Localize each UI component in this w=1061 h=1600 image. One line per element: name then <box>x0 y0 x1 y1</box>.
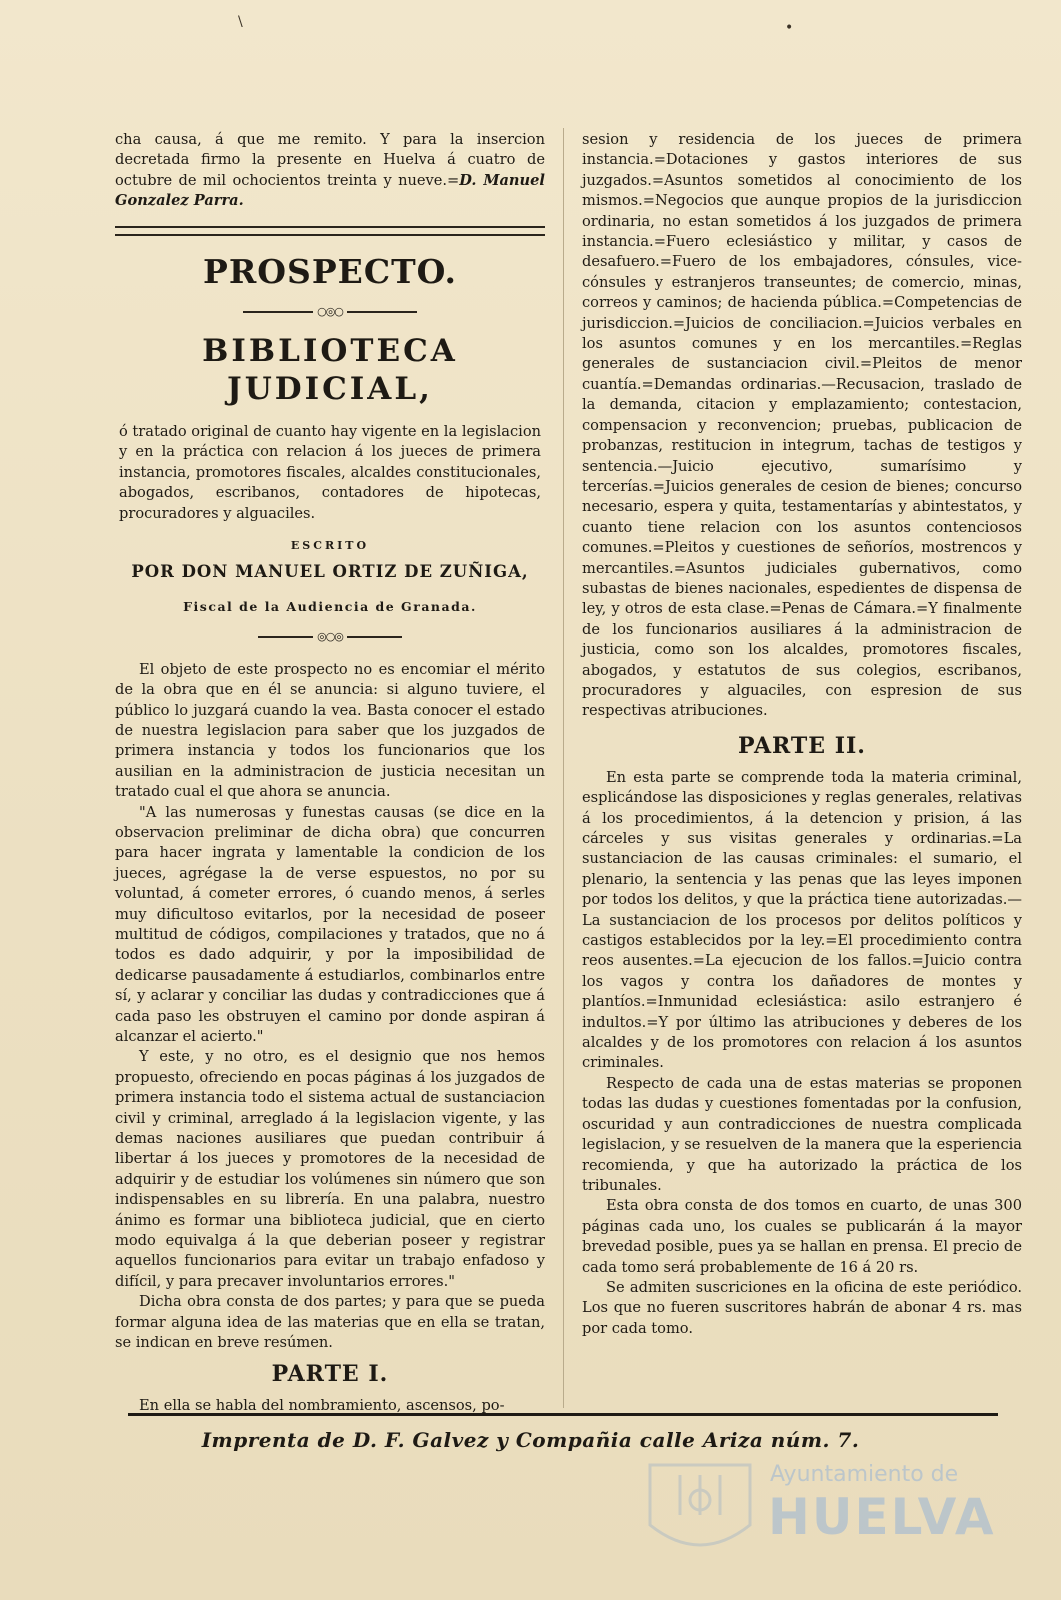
ornament-glyph: ○◎○ <box>317 304 343 318</box>
footer-rule <box>128 1413 998 1416</box>
paragraph: Y este, y no otro, es el designio que nos hemos propuesto, ofreciendo en pocas páginas á los juzgados de primera instancia todo el sistema actual de sustanciacion civil y criminal, arreglado á la legislacion vigente, y las demas naciones ausiliares que puedan contribuir á libertar á los jueces y promotores de la necesidad de adquirir y de estudiar los volúmenes sin número que son indispensables en su librería. En una palabra, nuestro ánimo es formar una biblioteca judicial, que en cierto modo equivalga á la que deberian poseer y registrar aquellos funcionarios para evitar un trabajo enfadoso y difícil, y para precaver involuntarios errores." <box>115 1048 545 1290</box>
page-blemish: • <box>785 20 794 36</box>
ornament-bar <box>347 311 417 313</box>
carryover-body: cha causa, á que me remito. Y para la insercion decretada firmo la presente en Huelva á cuatro de octubre de mil ochocientos treinta y nueve.= <box>115 131 545 189</box>
carryover-signature: D. Manuel Gonzalez Parra. <box>115 171 545 210</box>
ornament-divider <box>115 302 545 322</box>
ornament-bar <box>258 636 313 638</box>
escrito-label: ESCRITO <box>290 539 370 553</box>
paragraph: Esta obra consta de dos tomos en cuarto, de unas 300 páginas cada uno, los cuales se publicarán á la mayor brevedad posible, pues ya se hallan en prensa. El precio de cada tomo será probablemente de 16 á 20 rs. <box>582 1197 1022 1276</box>
author-title: Fiscal de la Audiencia de Granada. <box>183 598 477 614</box>
ornament-bar <box>243 311 313 313</box>
page-blemish: \ <box>238 14 243 30</box>
paragraph: Se admiten suscriciones en la oficina de este periódico. Los que no fueren suscritores habrán de abonar 4 rs. mas por cada tomo. <box>582 1278 1022 1337</box>
paragraph: Respecto de cada una de estas materias se proponen todas las dudas y cuestiones fomentadas por la confusion, oscuridad y aun contradicciones de nuestra complicada legislacion, y se resuelven de la manera que la esperiencia recomienda, y que ha autorizado la práctica de los tribunales. <box>582 1074 1022 1194</box>
author-line: POR DON MANUEL ORTIZ DE ZUÑIGA, <box>131 562 529 582</box>
ornament-bar <box>347 636 402 638</box>
carryover-text <box>115 130 545 212</box>
paragraph: El objeto de este prospecto no es encomiar el mérito de la obra que en él se anuncia: si alguno tuviere, el público lo juzgará cuando la vea. Basta conocer el estado de nuestra legislacion para saber que los juzgados de primera instancia y todos los funcionarios que los ausilian en la administracion de justicia necesitan un tratado cual el que ahora se anuncia. <box>115 660 545 801</box>
parte-1-start: En ella se habla del nombramiento, ascensos, po- <box>139 1396 505 1414</box>
paragraph: "A las numerosas y funestas causas (se dice en la observacion preliminar de dicha obra) que concurren para hacer ingrata y lamentable la condicion de los jueces, agrégase la de verse espuestos, no por su voluntad, á cometer errores, ó cuando menos, á serles muy dificultoso evitarlos, por la necesidad de poseer multitud de códigos, compilaciones y tratados, que no á todos es dado adquirir, y por la imposibilidad de dedicarse pausadamente á estudiarlos, combinarlos entre sí, y aclarar y conciliar las dudas y contradicciones que á cada paso les obstruyen el camino por donde aspiran á alcanzar el acierto." <box>115 803 545 1045</box>
ornament-glyph: ◎○◎ <box>317 630 343 644</box>
biblioteca-title: BIBLIOTECA JUDICIAL, <box>202 333 458 408</box>
double-rule <box>115 226 545 236</box>
imprenta-line: Imprenta de D. F. Galvez y Compañia calle Ariza núm. 7. <box>201 1428 860 1452</box>
column-divider <box>563 128 564 1408</box>
paragraph: Dicha obra consta de dos partes; y para que se pueda formar alguna idea de las materias que en ella se tratan, se indican en breve resúmen. <box>115 1293 545 1352</box>
watermark-line1: Ayuntamiento de <box>770 1462 959 1487</box>
paragraph: En esta parte se comprende toda la materia criminal, esplicándose las disposiciones y reglas generales, relativas á los procedimientos, á la detencion y prision, á las cárceles y sus visitas generales y ordinarias.=La sustanciacion de las causas criminales: el sumario, el plenario, la sentencia y las penas que las leyes imponen por todos los delitos, y que la práctica tiene autorizadas.—La sustanciacion de los procesos por delitos políticos y castigos establecidos por la ley.=El procedimiento contra reos ausentes.=La ejecucion de los fallos.=Juicio contra los vagos y contra los dañadores de montes y plantíos.=Inmunidad eclesiástica: asilo estranjero é indultos.=Y por último las atribuciones y deberes de los alcaldes y de los promotores con relacion á los asuntos criminales. <box>582 768 1022 1072</box>
right-column <box>582 130 1022 1339</box>
left-column <box>115 130 545 1416</box>
watermark-line2: HUELVA <box>768 1488 996 1546</box>
ornament-divider <box>115 627 545 647</box>
prospecto-title: PROSPECTO. <box>203 251 457 291</box>
parte-1-continued: sesion y residencia de los jueces de primera instancia.=Dotaciones y gastos interiores de sus juzgados.=Asuntos sometidos al conocimiento de los mismos.=Negocios que aunque propios de la jurisdiccion ordinaria, no estan sometidos á los juzgados de primera instancia.=Fuero eclesiástico y militar, y casos de desafuero.=Fuero de los embajadores, cónsules, vice-cónsules y estranjeros transeuntes; de comercio, minas, correos y caminos; de hacienda pública.=Competencias de jurisdiccion.=Juicios de conciliacion.=Juicios verbales en los asuntos comunes y en los mercantiles.=Reglas generales de sustanciacion civil.=Pleitos de menor cuantía.=Demandas ordinarias.—Recusacion, traslado de la demanda, citacion y emplazamiento; contestacion, compensacion y reconvencion; pruebas, publicacion de probanzas, restitucion in integrum, tachas de testigos y sentencia.—Juicio ejecutivo, sumarísimo y tercerías.=Juicios generales de cesion de bienes; concurso necesario, espera y quita, testamentarías y abintestatos, y cuanto tiene relacion con los asuntos contenciosos comunes.=Pleitos y cuestiones de señoríos, mostrencos y mercantiles.=Asuntos judiciales gubernativos, como subastas de bienes nacionales, espedientes de dispensa de ley, y otros de esta clase.=Penas de Cámara.=Y finalmente de los funcionarios ausiliares á la administracion de justicia, como son los alcaldes, promotores fiscales, abogados, y estatutos de sus colegios, escribanos, procuradores y alguaciles, con espresion de sus respectivas atribuciones. <box>582 131 1022 720</box>
parte-1-title: PARTE I. <box>271 1360 389 1387</box>
parte-2-title: PARTE II. <box>738 732 866 759</box>
subtitle: ó tratado original de cuanto hay vigente en la legislacion y en la práctica con relacion á los jueces de primera instancia, promotores fiscales, alcaldes constitucionales, abogados, escribanos, contadores de hipotecas, procuradores y alguaciles. <box>119 423 542 522</box>
